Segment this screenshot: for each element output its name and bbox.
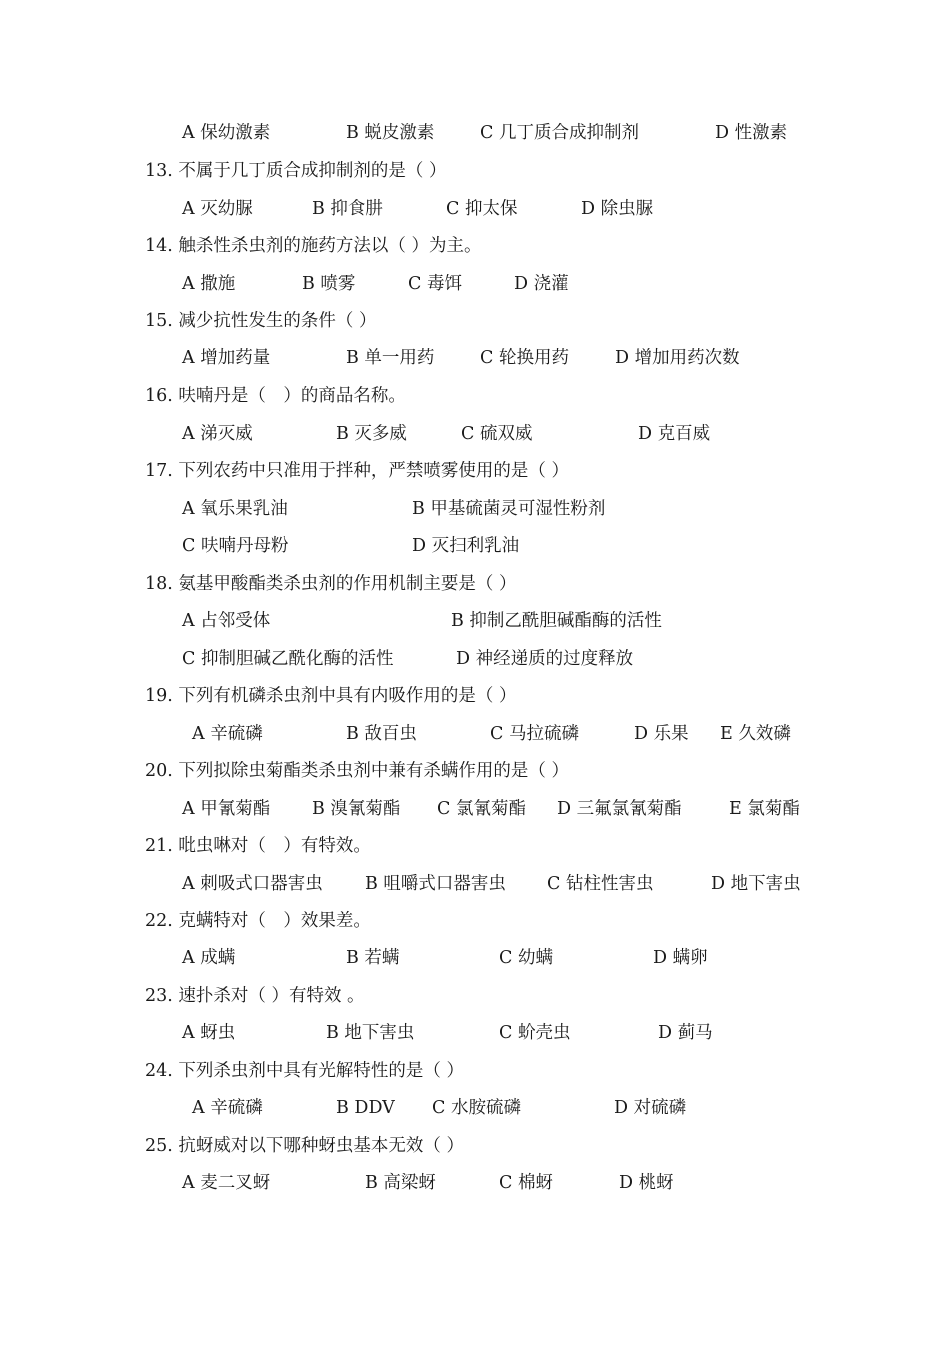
option-b: B 单一用药: [346, 348, 435, 368]
option-d: D 地下害虫: [711, 874, 801, 894]
option-b: B 灭多威: [336, 424, 407, 444]
option-a: A 增加药量: [182, 348, 271, 368]
option-b: B DDV: [336, 1098, 395, 1118]
option-c: C 马拉硫磷: [490, 724, 579, 744]
question-19: 19. 下列有机磷杀虫剂中具有内吸作用的是（ ）: [145, 686, 517, 706]
option-d: D 神经递质的过度释放: [456, 649, 634, 669]
question-15: 15. 减少抗性发生的条件（ ）: [145, 311, 377, 331]
option-a: A 氧乐果乳油: [182, 499, 288, 519]
option-c: C 棉蚜: [499, 1173, 553, 1193]
option-c: C 毒饵: [408, 274, 462, 294]
options-row: [0, 719, 952, 749]
option-b: B 甲基硫菌灵可湿性粉剂: [412, 499, 606, 519]
options-row: [0, 269, 952, 299]
option-b: B 蜕皮激素: [346, 123, 435, 143]
options-row: [0, 1168, 952, 1198]
option-d: D 对硫磷: [614, 1098, 687, 1118]
option-c: C 钻柱性害虫: [547, 874, 654, 894]
options-row: [0, 531, 952, 561]
options-row: [0, 194, 952, 224]
question-24: 24. 下列杀虫剂中具有光解特性的是（ ）: [145, 1061, 464, 1081]
option-b: B 溴氰菊酯: [312, 799, 401, 819]
option-a: A 保幼激素: [182, 123, 271, 143]
option-c: C 蚧壳虫: [499, 1023, 571, 1043]
options-row: [0, 1093, 952, 1123]
option-a: A 灭幼脲: [182, 199, 253, 219]
option-d: D 螨卵: [653, 948, 708, 968]
option-d: D 桃蚜: [619, 1173, 674, 1193]
options-row: [0, 343, 952, 373]
question-13: 13. 不属于几丁质合成抑制剂的是（ ）: [145, 161, 447, 181]
option-c: C 氯氰菊酯: [437, 799, 526, 819]
question-14: 14. 触杀性杀虫剂的施药方法以（ ）为主。: [145, 236, 482, 256]
options-row: [0, 869, 952, 899]
question-22: 22. 克螨特对（ ）效果差。: [145, 911, 371, 931]
option-c: C 幼螨: [499, 948, 553, 968]
option-c: C 抑太保: [446, 199, 518, 219]
question-25: 25. 抗蚜威对以下哪种蚜虫基本无效（ ）: [145, 1136, 464, 1156]
option-b: B 地下害虫: [326, 1023, 415, 1043]
options-row: [0, 943, 952, 973]
question-16: 16. 呋喃丹是（ ）的商品名称。: [145, 386, 406, 406]
option-a: A 撒施: [182, 274, 236, 294]
option-d: D 三氟氯氰菊酯: [557, 799, 682, 819]
option-d: D 浇灌: [514, 274, 569, 294]
option-d: D 灭扫利乳油: [412, 536, 520, 556]
option-c: C 几丁质合成抑制剂: [480, 123, 639, 143]
option-a: A 占邻受体: [182, 611, 271, 631]
option-b: B 若螨: [346, 948, 400, 968]
option-c: C 轮换用药: [480, 348, 569, 368]
option-d: D 性激素: [715, 123, 788, 143]
options-row: [0, 118, 952, 148]
option-a: A 甲氰菊酯: [182, 799, 271, 819]
question-20: 20. 下列拟除虫菊酯类杀虫剂中兼有杀螨作用的是（ ）: [145, 761, 569, 781]
option-e: E 久效磷: [720, 724, 791, 744]
option-d: D 克百威: [638, 424, 711, 444]
option-a: A 涕灭威: [182, 424, 253, 444]
option-d: D 乐果: [634, 724, 689, 744]
option-d: D 蓟马: [658, 1023, 713, 1043]
option-a: A 麦二叉蚜: [182, 1173, 271, 1193]
option-a: A 辛硫磷: [192, 724, 263, 744]
option-d: D 除虫脲: [581, 199, 654, 219]
option-b: B 敌百虫: [346, 724, 417, 744]
option-c: C 硫双威: [461, 424, 533, 444]
option-e: E 氯菊酯: [729, 799, 800, 819]
question-18: 18. 氨基甲酸酯类杀虫剂的作用机制主要是（ ）: [145, 574, 517, 594]
options-row: [0, 419, 952, 449]
option-b: B 喷雾: [302, 274, 356, 294]
option-b: B 抑食肼: [312, 199, 383, 219]
option-c: C 呋喃丹母粉: [182, 536, 289, 556]
option-b: B 高梁蚜: [365, 1173, 436, 1193]
option-c: C 水胺硫磷: [432, 1098, 521, 1118]
option-d: D 增加用药次数: [615, 348, 740, 368]
options-row: [0, 606, 952, 636]
option-a: A 成螨: [182, 948, 236, 968]
options-row: [0, 794, 952, 824]
option-b: B 抑制乙酰胆碱酯酶的活性: [451, 611, 662, 631]
option-a: A 辛硫磷: [192, 1098, 263, 1118]
question-21: 21. 吡虫啉对（ ）有特效。: [145, 836, 371, 856]
question-23: 23. 速扑杀对（ ）有特效 。: [145, 986, 365, 1006]
options-row: [0, 644, 952, 674]
options-row: [0, 494, 952, 524]
question-17: 17. 下列农药中只准用于拌种，严禁喷雾使用的是（ ）: [145, 461, 569, 481]
options-row: [0, 1018, 952, 1048]
option-b: B 咀嚼式口器害虫: [365, 874, 506, 894]
option-c: C 抑制胆碱乙酰化酶的活性: [182, 649, 394, 669]
option-a: A 刺吸式口器害虫: [182, 874, 323, 894]
option-a: A 蚜虫: [182, 1023, 236, 1043]
